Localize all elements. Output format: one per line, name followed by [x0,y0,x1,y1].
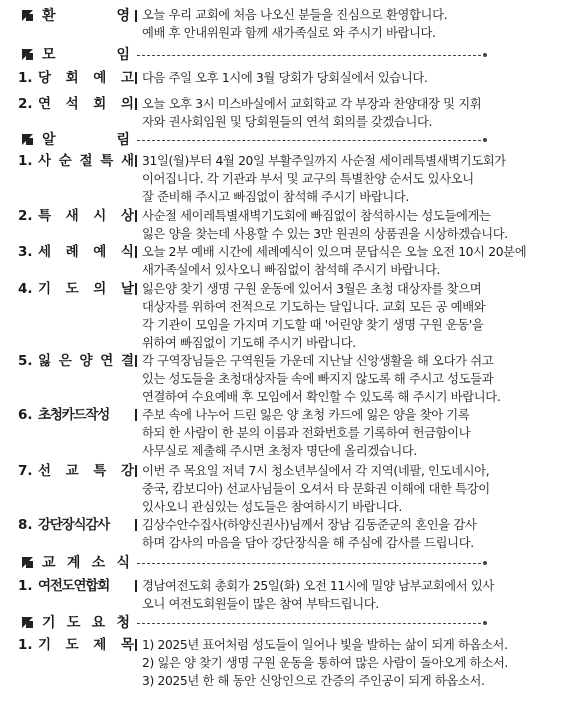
label-char: 도 [65,637,79,653]
label-char: 특 [100,153,114,169]
item-number: 7. [18,463,33,479]
body-line: 하며 감사의 마음을 담아 강단장식을 해 주심에 감사를 드립니다. [142,536,474,550]
dashed-divider [137,563,481,564]
heading-char: 기 [42,615,56,631]
label-char: 의 [93,281,107,297]
item-body [142,243,554,279]
heading-char: 교 [42,555,56,571]
body-line: 1) 2025년 표어처럼 성도들이 일어나 빛을 발하는 삶이 되게 하옵소서. [142,638,508,652]
heading-char: 식 [116,555,130,571]
label-char: 특 [38,208,52,224]
item-label [38,636,134,654]
label-char: 예 [93,70,107,86]
body-line: 잃은양 찾기 생명 구원 운동에 있어서 3월은 초청 대상자를 찾으며 [142,282,482,296]
item-body [142,406,554,460]
item-body [142,352,554,406]
label-char: 특 [93,463,107,479]
heading-char: 도 [66,615,81,631]
label-char: 순 [58,153,72,169]
body-line: 있사오니 관심있는 성도들은 참여하시기 바랍니다. [142,500,402,514]
item-label [38,577,134,595]
label-divider-bar [135,355,137,367]
label-char: 고 [120,70,134,86]
heading-char: 환 [42,8,56,24]
prayer-heading [42,613,130,633]
dashed-divider [137,623,481,624]
item-number: 8. [18,517,33,533]
fellowship-section-heading [16,553,551,573]
label-divider-bar [135,210,137,222]
section-marker-icon [22,557,33,568]
item-number: 1. [18,637,33,653]
item-label [38,207,134,225]
heading-char: 영 [116,8,130,24]
body-line: 자와 권사회임원 및 당회원들의 연석 회의를 갖겠습니다. [142,115,433,129]
item-body [142,152,554,206]
item-number: 6. [18,407,33,423]
heading-char: 청 [116,615,130,631]
item-label [38,152,134,170]
body-line: 대상자를 위하여 전적으로 기도하는 달입니다. 교회 모든 공 예배와 [142,300,486,314]
body-line: 31일(월)부터 4월 20일 부활주일까지 사순절 세이레특별새벽기도회가 [142,154,506,168]
label-divider-bar [135,98,137,110]
label-char: 절 [79,153,93,169]
section-marker-icon [22,617,33,628]
label-char: 석 [65,96,79,112]
heading-char: 계 [66,555,81,571]
label-char: 회 [65,70,79,86]
item-body [142,69,554,87]
body-line: 있는 성도들을 초청대상자들 속에 빠지지 않도록 해 주시고 성도들과 [142,372,494,386]
item-number: 5. [18,353,33,369]
label-char: 새 [120,153,134,169]
body-line: 이번 주 목요일 저녁 7시 청소년부실에서 각 지역(네팔, 인도네시아, [142,464,490,478]
item-number: 2. [18,208,33,224]
body-line: 각 기관이 모임을 가지며 기도할 때 '어린양 찾기 생명 구원 운동'을 [142,318,484,332]
item-label [38,69,134,87]
label-divider-bar [135,72,137,84]
label-char: 새 [65,208,79,224]
label-char: 상 [120,208,134,224]
label-char: 예 [93,244,107,260]
item-label [38,406,134,424]
label-char: 교 [65,463,79,479]
welcome-body [142,6,554,42]
label-char: 당 [38,70,52,86]
section-marker-icon [22,49,33,60]
label-char: 세 [38,244,52,260]
heading-char: 알 [42,132,56,148]
label-divider-bar [135,519,137,531]
meeting-section-heading [16,45,551,65]
item-number: 1. [18,70,33,86]
label-divider-bar [135,246,137,258]
heading-char: 림 [116,132,130,148]
label-char: 연 [38,96,52,112]
item-label [38,243,134,261]
item-body [142,516,554,552]
body-line: 연결하여 수요예배 후 모임에서 확인할 수 있도록 해 주시기 바랍니다. [142,390,501,404]
heading-char: 모 [42,47,56,63]
label-char: 연 [100,353,114,369]
body-line: 주보 속에 나누어 드린 잃은 양 초청 카드에 잃은 양을 찾아 기록 [142,408,470,422]
body-line: 오니 여전도회원들이 많은 참여 부탁드립니다. [142,597,379,611]
welcome-heading [42,6,130,26]
body-line: 2) 잃은 양 찾기 생명 구원 운동을 통하여 많은 사람이 돌아오게 하소서. [142,656,508,670]
label-char: 제 [93,637,107,653]
label-char: 목 [120,637,134,653]
label-char: 선 [38,463,52,479]
body-line: 사순절 세이레특별새벽기도회에 빠짐없이 참석하시는 성도들에게는 [142,209,491,223]
item-label [38,352,134,370]
meeting-heading [42,45,130,65]
prayer-section-heading [16,613,551,633]
body-line: 예배 후 안내위원과 함께 새가족실로 와 주시기 바랍니다. [142,26,436,40]
item-number: 2. [18,96,33,112]
label-divider-bar [135,10,137,22]
body-line: 잃은 양을 찾는데 사용할 수 있는 3만 원권의 상품권을 시상하겠습니다. [142,227,508,241]
body-line: 각 구역장님들은 구역원들 가운데 지난날 신앙생활을 해 오다가 쉬고 [142,354,494,368]
label-char: 결 [120,353,134,369]
body-line: 오늘 우리 교회에 처음 나오신 분들을 진심으로 환영합니다. [142,8,448,22]
label-divider-bar [135,155,137,167]
notice-section-heading [16,130,551,150]
item-body [142,280,554,352]
label-char: 강 [120,463,134,479]
body-line: 하되 한 사람이 한 분의 이름과 전화번호를 기록하여 헌금함이나 [142,426,471,440]
body-line: 오늘 오후 3시 미스바실에서 교회학교 각 부장과 찬양대장 및 지휘 [142,97,482,111]
section-marker-icon [22,10,33,21]
body-line: 중국, 캄보디아) 선교사님들이 오셔서 타 문화권 이해에 대한 특강이 [142,482,490,496]
label-char: 양 [79,353,93,369]
item-label [38,462,134,480]
item-body [142,462,554,516]
item-number: 1. [18,153,33,169]
item-body [142,577,554,613]
body-line: 경남여전도회 총회가 25일(화) 오전 11시에 밀양 남부교회에서 있사 [142,579,494,593]
item-number: 4. [18,281,33,297]
label-char: 기 [38,281,52,297]
label-char: 도 [65,281,79,297]
item-number: 3. [18,244,33,260]
item-label [38,516,134,534]
body-line: 잘 준비해 주시고 빠짐없이 참석해 주시기 바랍니다. [142,190,410,204]
label-char: 잃 [38,353,52,369]
label-char: 시 [93,208,107,224]
body-line: 다음 주일 오후 1시에 3월 당회가 당회실에서 있습니다. [142,71,428,85]
label-char: 례 [65,244,79,260]
label-char: 강단장식감사 [38,517,110,533]
item-label [38,280,134,298]
label-char: 회 [93,96,107,112]
body-line: 3) 2025년 한 해 동안 신앙인으로 간증의 주인공이 되게 하옵소서. [142,674,485,688]
label-char: 기 [38,637,52,653]
item-label [38,95,134,113]
item-number: 1. [18,578,33,594]
label-divider-bar [135,409,137,421]
heading-char: 소 [91,555,106,571]
item-body [142,636,554,690]
item-body [142,207,554,243]
label-char: 초청카드작성 [38,407,110,423]
body-line: 위하여 빠짐없이 기도해 주시기 바랍니다. [142,336,356,350]
body-line: 이어집니다. 각 기관과 부서 및 교구의 특별찬양 순서도 있사오니 [142,172,474,186]
dashed-divider [137,55,481,56]
label-divider-bar [135,283,137,295]
body-line: 오늘 2부 예배 시간에 세례예식이 있으며 문답식은 오늘 오전 10시 20분에 [142,245,527,259]
label-char: 은 [58,353,72,369]
fellowship-heading [42,553,130,573]
label-char: 날 [120,281,134,297]
section-marker-icon [22,134,33,145]
label-char: 식 [120,244,134,260]
body-line: 김상수안수집사(하양신권사)님께서 장남 김동준군의 혼인을 감사 [142,518,477,532]
label-divider-bar [135,465,137,477]
heading-char: 임 [116,47,130,63]
label-divider-bar [135,639,137,651]
label-char: 여전도연합회 [38,578,110,594]
body-line: 새가족실에서 있사오니 빠짐없이 참석해 주시기 바랍니다. [142,263,441,277]
label-char: 의 [120,96,134,112]
item-body [142,95,554,131]
body-line: 사무실로 제출해 주시면 초청자 명단에 올리겠습니다. [142,444,417,458]
label-char: 사 [38,153,52,169]
label-divider-bar [135,580,137,592]
heading-char: 요 [91,615,106,631]
notice-heading [42,130,130,150]
dashed-divider [137,140,481,141]
